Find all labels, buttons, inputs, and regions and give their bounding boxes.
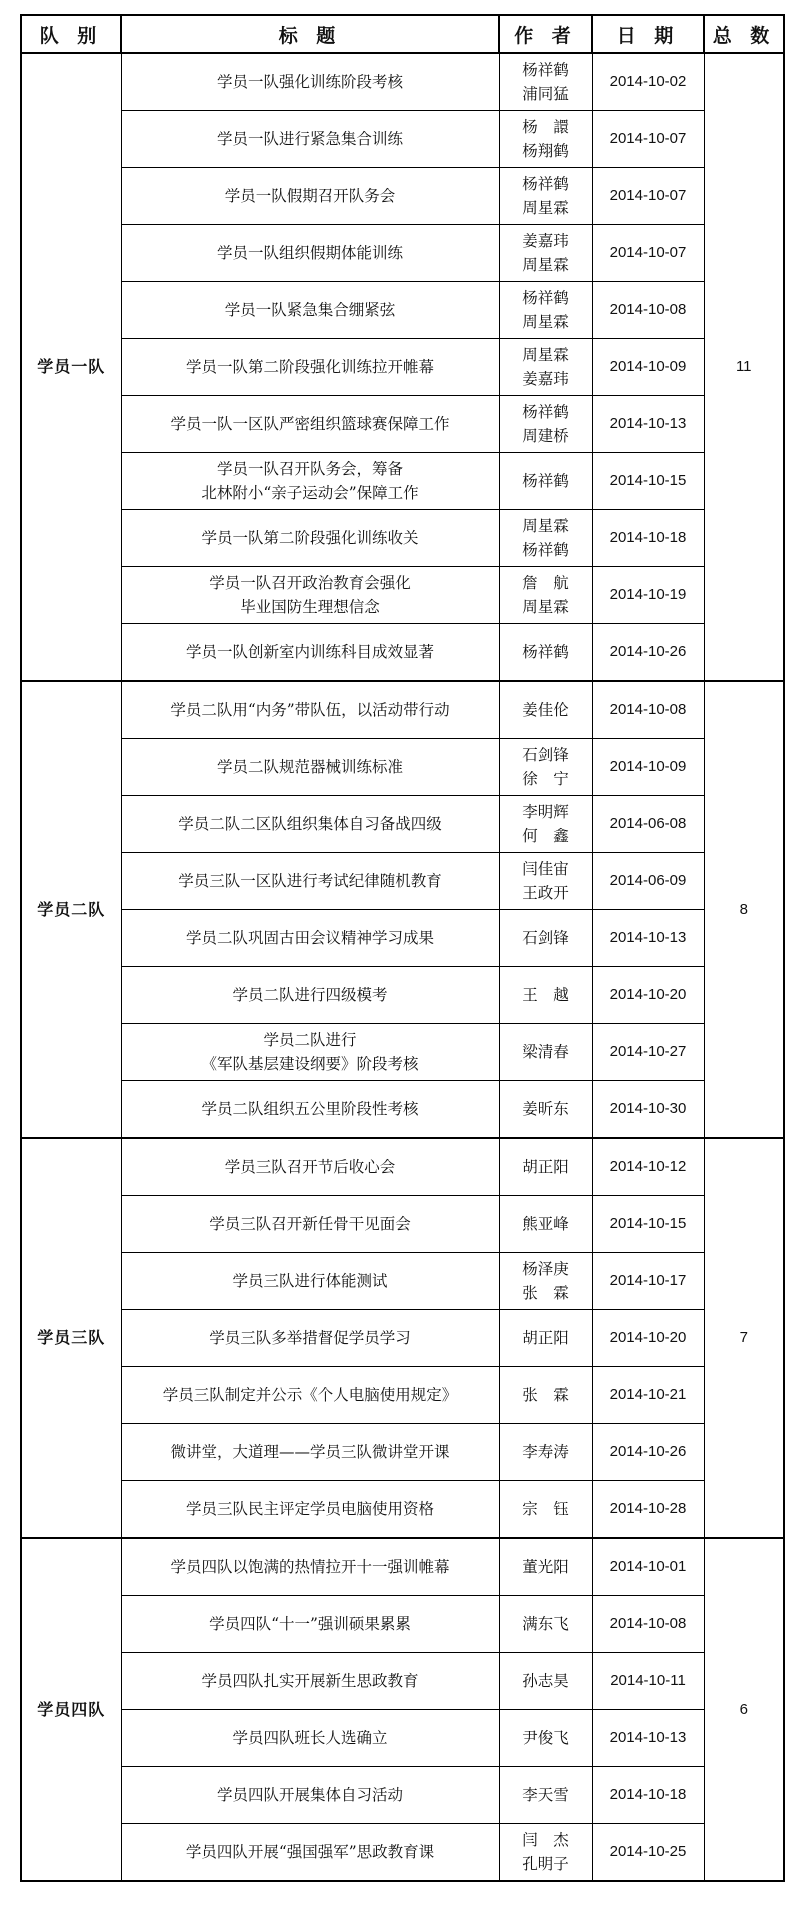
article-title-line: 学员一队一区队严密组织篮球赛保障工作: [170, 415, 450, 433]
header-total: 总 数: [704, 15, 784, 53]
author-name: 姜佳伦: [522, 701, 569, 719]
author-cell: [499, 681, 592, 739]
article-title-line: 学员三队进行体能测试: [232, 1272, 388, 1290]
author-name: 周建桥: [522, 427, 569, 445]
table-row: [21, 910, 784, 967]
table-row: [21, 681, 784, 739]
article-title-cell: [121, 1424, 499, 1481]
date-cell: 2014-10-13: [592, 910, 704, 967]
date-cell: 2014-10-08: [592, 681, 704, 739]
article-title-line: 学员四队“十一”强训硕果累累: [209, 1615, 411, 1633]
author-name: 杨祥鹤: [522, 289, 569, 307]
date-cell: 2014-10-15: [592, 453, 704, 510]
author-cell: [499, 1310, 592, 1367]
author-name: 董光阳: [522, 1558, 569, 1576]
table-row: [21, 282, 784, 339]
article-title-line: 学员一队进行紧急集合训练: [216, 130, 403, 148]
article-title-line: 学员一队创新室内训练科目成效显著: [185, 643, 434, 661]
group-total-cell: 8: [704, 681, 784, 1138]
article-title-line: 学员一队召开队务会，筹备: [216, 460, 403, 478]
article-title-cell: [121, 739, 499, 796]
header-row: [21, 15, 784, 53]
table-body: [21, 53, 784, 1881]
date-cell: 2014-10-18: [592, 510, 704, 567]
author-name: 杨祥鹤: [522, 175, 569, 193]
author-cell: [499, 1481, 592, 1539]
article-title-line: 学员一队组织假期体能训练: [216, 244, 403, 262]
author-name: 姜嘉玮: [522, 232, 569, 250]
date-cell: 2014-10-02: [592, 53, 704, 111]
author-cell: [499, 111, 592, 168]
article-title-line: 学员二队二区队组织集体自习备战四级: [178, 815, 442, 833]
article-title-cell: [121, 1367, 499, 1424]
article-title-line: 学员一队召开政治教育会强化: [209, 574, 411, 592]
article-title-line: 学员二队规范器械训练标准: [216, 758, 403, 776]
article-title-line: 学员二队进行四级模考: [232, 986, 388, 1004]
author-name: 胡正阳: [522, 1158, 569, 1176]
author-name: 姜昕东: [522, 1100, 569, 1118]
table-row: [21, 1653, 784, 1710]
date-cell: 2014-10-26: [592, 1424, 704, 1481]
author-name: 孙志昊: [522, 1672, 569, 1690]
author-cell: [499, 739, 592, 796]
article-title-line: 学员三队制定并公示《个人电脑使用规定》: [162, 1386, 458, 1404]
author-name: 尹俊飞: [522, 1729, 569, 1747]
author-name: 詹 航: [522, 574, 569, 592]
article-title-line: 学员二队用“内务”带队伍，以活动带行动: [170, 701, 450, 719]
author-name: 闫佳宙: [522, 860, 569, 878]
group-total-cell: 7: [704, 1138, 784, 1538]
author-cell: [499, 1138, 592, 1196]
article-title-cell: [121, 339, 499, 396]
date-cell: 2014-10-17: [592, 1253, 704, 1310]
author-cell: [499, 225, 592, 282]
article-title-line: 学员二队组织五公里阶段性考核: [201, 1100, 419, 1118]
date-cell: 2014-10-08: [592, 282, 704, 339]
author-name: 周星霖: [522, 598, 569, 616]
author-name: 周星霖: [522, 313, 569, 331]
author-name: 杨祥鹤: [522, 643, 569, 661]
article-title-line: 学员二队进行: [263, 1031, 357, 1049]
author-name: 周星霖: [522, 346, 569, 364]
author-cell: [499, 168, 592, 225]
author-name: 王政开: [522, 884, 569, 902]
article-title-line: 学员三队民主评定学员电脑使用资格: [185, 1500, 434, 1518]
article-title-cell: [121, 910, 499, 967]
article-title-cell: [121, 796, 499, 853]
article-title-cell: [121, 1767, 499, 1824]
date-cell: 2014-10-09: [592, 339, 704, 396]
author-cell: [499, 339, 592, 396]
author-name: 周星霖: [522, 199, 569, 217]
author-name: 满东飞: [522, 1615, 569, 1633]
author-cell: [499, 853, 592, 910]
team-name-cell: 学员一队: [21, 53, 121, 681]
date-cell: 2014-10-26: [592, 624, 704, 682]
article-title-line: 北林附小“亲子运动会”保障工作: [201, 484, 419, 502]
table-row: [21, 1024, 784, 1081]
article-title-cell: [121, 1596, 499, 1653]
table-row: [21, 1481, 784, 1539]
author-name: 杨祥鹤: [522, 541, 569, 559]
table-row: [21, 1367, 784, 1424]
header-title: 标 题: [121, 15, 499, 53]
table-row: [21, 339, 784, 396]
article-title-cell: [121, 225, 499, 282]
author-name: 徐 宁: [522, 770, 569, 788]
table-row: [21, 1138, 784, 1196]
table-row: [21, 1710, 784, 1767]
author-name: 石剑锋: [522, 929, 569, 947]
date-cell: 2014-10-20: [592, 967, 704, 1024]
author-cell: [499, 1767, 592, 1824]
date-cell: 2014-10-28: [592, 1481, 704, 1539]
article-title-cell: [121, 453, 499, 510]
date-cell: 2014-10-21: [592, 1367, 704, 1424]
article-title-line: 学员四队开展集体自习活动: [216, 1786, 403, 1804]
author-cell: [499, 567, 592, 624]
author-cell: [499, 1824, 592, 1882]
table-row: [21, 853, 784, 910]
article-title-line: 《军队基层建设纲要》阶段考核: [201, 1055, 419, 1073]
article-title-line: 学员一队紧急集合绷紧弦: [224, 301, 396, 319]
group-total-cell: 11: [704, 53, 784, 681]
author-cell: [499, 1424, 592, 1481]
article-title-cell: [121, 1481, 499, 1539]
author-cell: [499, 1710, 592, 1767]
article-title-line: 学员一队第二阶段强化训练收关: [201, 529, 419, 547]
author-name: 杨祥鹤: [522, 472, 569, 490]
author-cell: [499, 1367, 592, 1424]
article-title-cell: [121, 624, 499, 682]
author-name: 孔明子: [522, 1855, 569, 1873]
team-name-cell: 学员三队: [21, 1138, 121, 1538]
author-name: 梁清春: [522, 1043, 569, 1061]
group-total-cell: 6: [704, 1538, 784, 1881]
table-row: [21, 396, 784, 453]
author-cell: [499, 282, 592, 339]
date-cell: 2014-10-13: [592, 396, 704, 453]
author-cell: [499, 510, 592, 567]
author-name: 杨翔鹤: [522, 142, 569, 160]
author-name: 周星霖: [522, 256, 569, 274]
author-cell: [499, 1253, 592, 1310]
author-cell: [499, 967, 592, 1024]
author-name: 杨泽庚: [522, 1260, 569, 1278]
article-title-line: 学员三队多举措督促学员学习: [209, 1329, 411, 1347]
article-title-cell: [121, 1081, 499, 1139]
author-cell: [499, 1538, 592, 1596]
author-name: 周星霖: [522, 517, 569, 535]
date-cell: 2014-10-09: [592, 739, 704, 796]
date-cell: 2014-10-25: [592, 1824, 704, 1882]
author-cell: [499, 624, 592, 682]
article-title-line: 学员二队巩固古田会议精神学习成果: [185, 929, 434, 947]
author-cell: [499, 1596, 592, 1653]
date-cell: 2014-10-15: [592, 1196, 704, 1253]
date-cell: 2014-10-11: [592, 1653, 704, 1710]
table-row: [21, 225, 784, 282]
table-row: [21, 53, 784, 111]
table-row: [21, 739, 784, 796]
article-title-line: 微讲堂，大道理——学员三队微讲堂开课: [170, 1443, 450, 1461]
article-title-cell: [121, 111, 499, 168]
article-title-cell: [121, 1253, 499, 1310]
article-title-cell: [121, 1138, 499, 1196]
article-title-cell: [121, 53, 499, 111]
author-name: 闫 杰: [522, 1831, 569, 1849]
author-cell: [499, 1653, 592, 1710]
table-row: [21, 1253, 784, 1310]
author-name: 浦同猛: [522, 85, 569, 103]
author-cell: [499, 1196, 592, 1253]
header-date: 日 期: [592, 15, 704, 53]
table-row: [21, 1310, 784, 1367]
author-name: 李天雪: [522, 1786, 569, 1804]
table-row: [21, 1196, 784, 1253]
author-name: 张 霖: [522, 1386, 569, 1404]
table-row: [21, 1824, 784, 1882]
article-title-cell: [121, 1653, 499, 1710]
author-name: 李明辉: [522, 803, 569, 821]
author-cell: [499, 1024, 592, 1081]
date-cell: 2014-10-30: [592, 1081, 704, 1139]
table-row: [21, 1596, 784, 1653]
date-cell: 2014-10-27: [592, 1024, 704, 1081]
date-cell: 2014-10-07: [592, 225, 704, 282]
author-name: 宗 钰: [522, 1500, 569, 1518]
article-title-cell: [121, 567, 499, 624]
author-name: 胡正阳: [522, 1329, 569, 1347]
article-title-cell: [121, 510, 499, 567]
author-name: 石剑锋: [522, 746, 569, 764]
article-title-line: 学员四队开展“强国强军”思政教育课: [185, 1843, 435, 1861]
table-row: [21, 1424, 784, 1481]
author-name: 杨祥鹤: [522, 403, 569, 421]
article-title-cell: [121, 1710, 499, 1767]
article-title-cell: [121, 1310, 499, 1367]
author-name: 何 鑫: [522, 827, 569, 845]
date-cell: 2014-10-18: [592, 1767, 704, 1824]
table-row: [21, 967, 784, 1024]
team-name-cell: 学员四队: [21, 1538, 121, 1881]
author-cell: [499, 796, 592, 853]
article-title-cell: [121, 1196, 499, 1253]
author-name: 熊亚峰: [522, 1215, 569, 1233]
author-name: 杨 譞: [522, 118, 569, 136]
author-cell: [499, 453, 592, 510]
table-row: [21, 510, 784, 567]
table-row: [21, 624, 784, 682]
article-title-cell: [121, 168, 499, 225]
table-row: [21, 1538, 784, 1596]
table-row: [21, 168, 784, 225]
header-team: 队 别: [21, 15, 121, 53]
article-title-line: 学员一队强化训练阶段考核: [216, 73, 403, 91]
article-title-line: 学员四队以饱满的热情拉开十一强训帷幕: [170, 1558, 450, 1576]
author-name: 李寿涛: [522, 1443, 569, 1461]
author-cell: [499, 396, 592, 453]
author-name: 姜嘉玮: [522, 370, 569, 388]
author-name: 张 霖: [522, 1284, 569, 1302]
table-row: [21, 1081, 784, 1139]
article-title-cell: [121, 853, 499, 910]
author-cell: [499, 910, 592, 967]
table-row: [21, 567, 784, 624]
date-cell: 2014-10-13: [592, 1710, 704, 1767]
article-title-cell: [121, 1024, 499, 1081]
article-title-line: 学员三队召开节后收心会: [224, 1158, 396, 1176]
article-title-line: 学员四队扎实开展新生思政教育: [201, 1672, 419, 1690]
author-cell: [499, 1081, 592, 1139]
article-title-cell: [121, 1538, 499, 1596]
table-row: [21, 111, 784, 168]
article-title-line: 学员三队召开新任骨干见面会: [209, 1215, 411, 1233]
article-title-cell: [121, 396, 499, 453]
table-row: [21, 796, 784, 853]
header-author: 作 者: [499, 15, 592, 53]
author-name: 杨祥鹤: [522, 61, 569, 79]
date-cell: 2014-10-19: [592, 567, 704, 624]
team-name-cell: 学员二队: [21, 681, 121, 1138]
article-title-cell: [121, 1824, 499, 1882]
author-cell: [499, 53, 592, 111]
article-title-cell: [121, 681, 499, 739]
date-cell: 2014-10-20: [592, 1310, 704, 1367]
date-cell: 2014-10-07: [592, 111, 704, 168]
article-title-line: 学员一队第二阶段强化训练拉开帷幕: [185, 358, 434, 376]
date-cell: 2014-10-07: [592, 168, 704, 225]
date-cell: 2014-10-08: [592, 1596, 704, 1653]
article-title-cell: [121, 282, 499, 339]
date-cell: 2014-10-12: [592, 1138, 704, 1196]
date-cell: 2014-10-01: [592, 1538, 704, 1596]
date-cell: 2014-06-08: [592, 796, 704, 853]
article-title-line: 学员四队班长人选确立: [232, 1729, 388, 1747]
table-row: [21, 1767, 784, 1824]
article-title-cell: [121, 967, 499, 1024]
report-table: [20, 14, 785, 1882]
article-title-line: 学员三队一区队进行考试纪律随机教育: [178, 872, 442, 890]
table-row: [21, 453, 784, 510]
article-title-line: 学员一队假期召开队务会: [224, 187, 396, 205]
author-name: 王 越: [522, 986, 569, 1004]
article-title-line: 毕业国防生理想信念: [240, 598, 380, 616]
date-cell: 2014-06-09: [592, 853, 704, 910]
